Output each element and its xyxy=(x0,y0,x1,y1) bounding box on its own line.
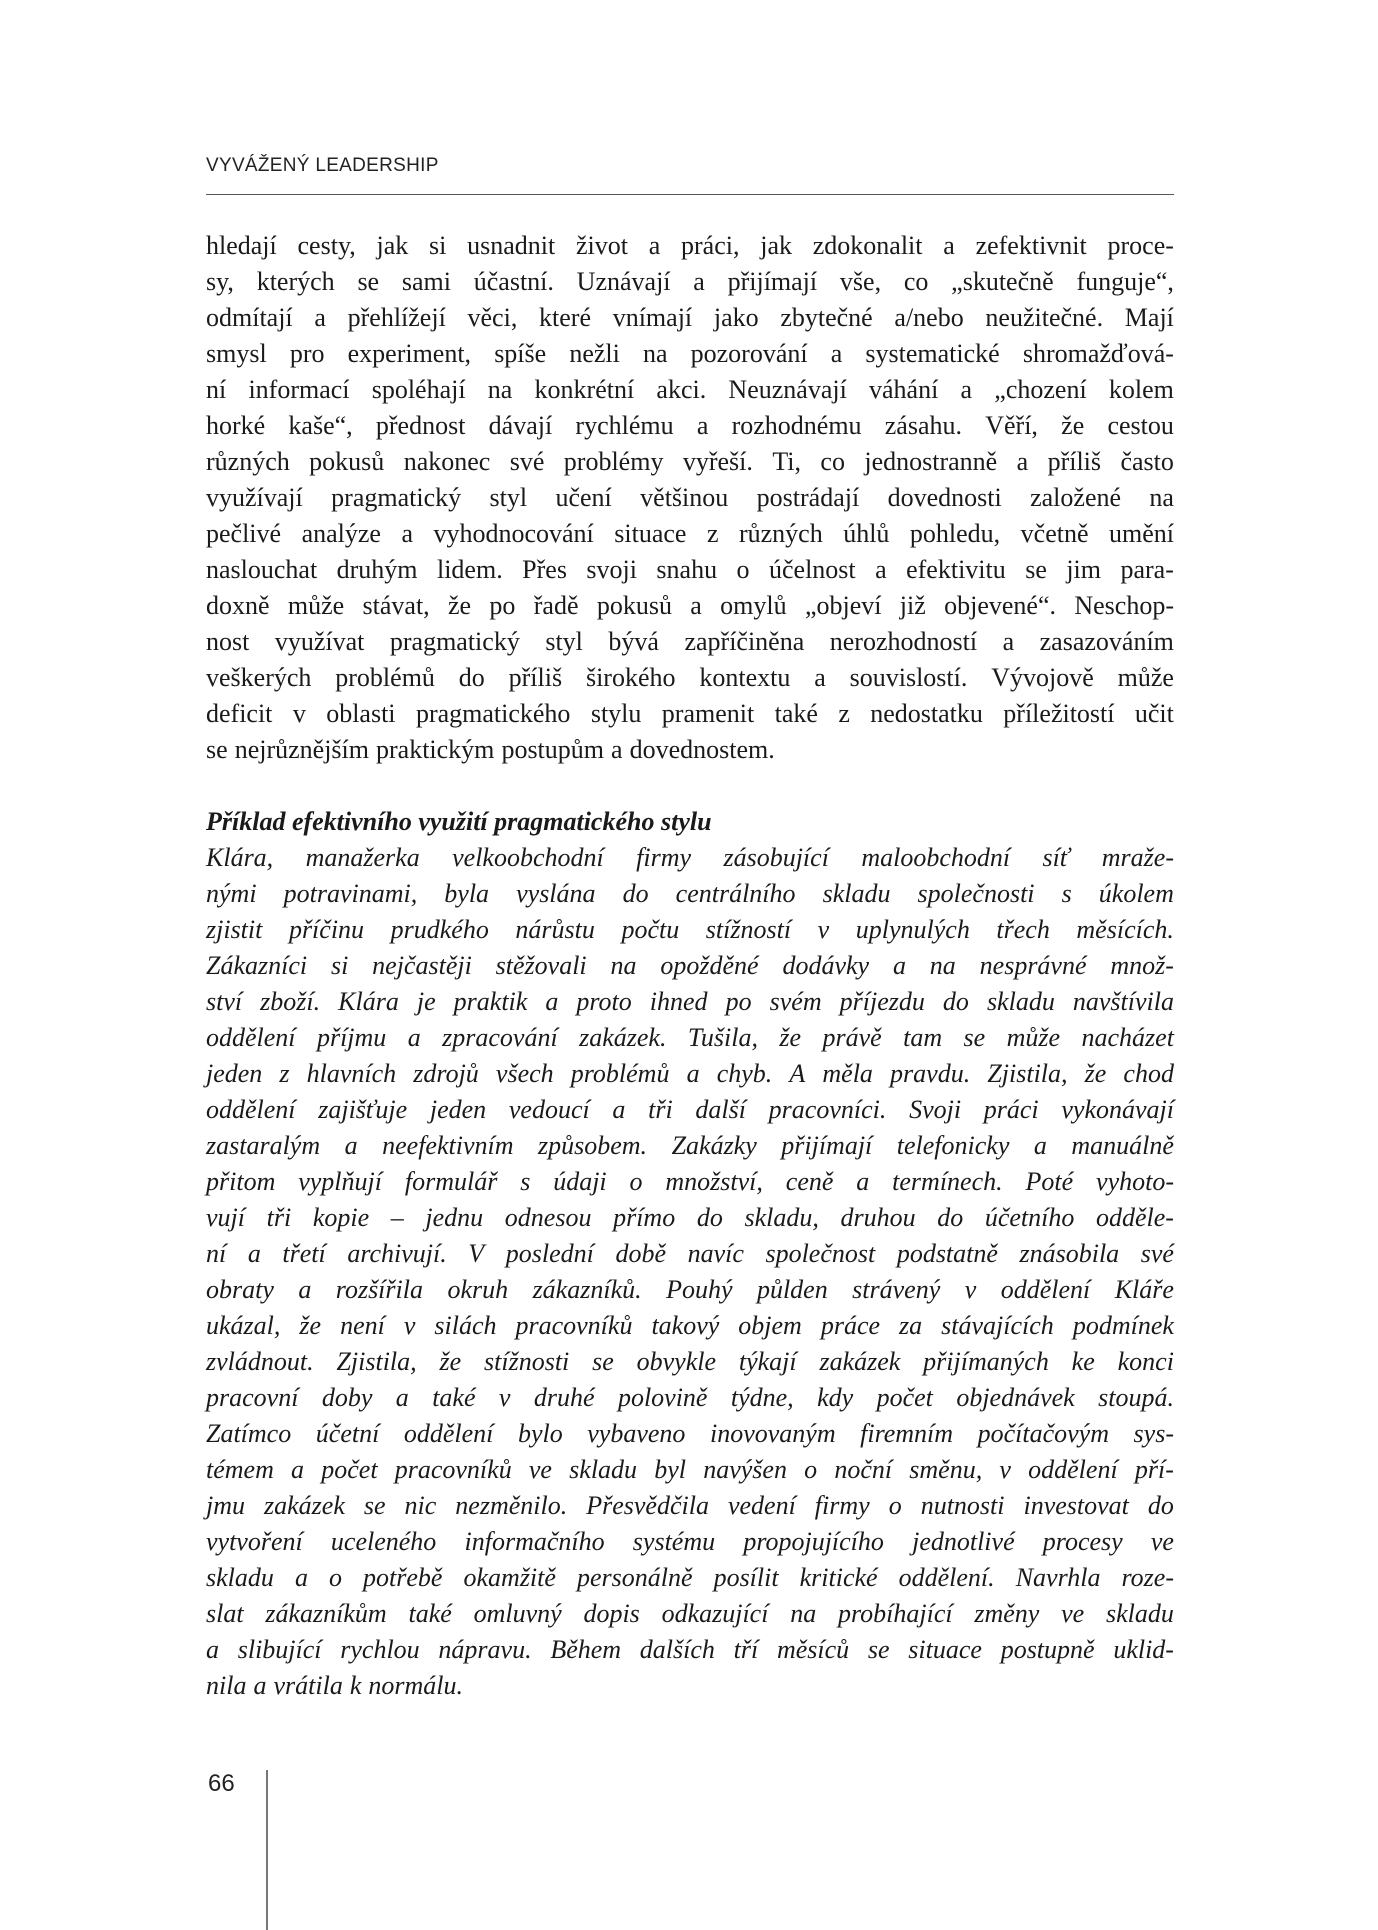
text-line: ní a třetí archivují. V poslední době navíc společnost podstatně znásobila své xyxy=(206,1239,1174,1268)
text-line: zjistit příčinu prudkého nárůstu počtu stížností v uplynulých třech měsících. xyxy=(206,915,1174,944)
example-paragraph xyxy=(206,840,1174,1704)
text-line: horké kaše“, přednost dávají rychlému a rozhodnému zásahu. Věří, že cestou xyxy=(206,411,1174,440)
text-line: jmu zakázek se nic nezměnilo. Přesvědčila vedení firmy o nutnosti investovat do xyxy=(206,1491,1174,1520)
text-line: a slibující rychlou nápravu. Během dalších tří měsíců se situace postupně uklid- xyxy=(206,1635,1174,1664)
text-line: doxně může stávat, že po řadě pokusů a omylů „objeví již objevené“. Neschop- xyxy=(206,591,1174,620)
text-line: smysl pro experiment, spíše nežli na pozorování a systematické shromažďová- xyxy=(206,339,1174,368)
text-line: zastaralým a neefektivním způsobem. Zakázky přijímají telefonicky a manuálně xyxy=(206,1131,1174,1160)
text-line: Klára, manažerka velkoobchodní firmy zásobující maloobchodní síť mraže- xyxy=(206,843,1174,872)
header-divider xyxy=(206,194,1174,195)
text-line: využívají pragmatický styl učení většinou postrádají dovednosti založené na xyxy=(206,483,1174,512)
text-line: zvládnout. Zjistila, že stížnosti se obvykle týkají zakázek přijímaných ke konci xyxy=(206,1347,1174,1376)
text-line: deficit v oblasti pragmatického stylu pramenit také z nedostatku příležitostí učit xyxy=(206,699,1174,728)
text-line: pečlivé analýze a vyhodnocování situace z různých úhlů pohledu, včetně umění xyxy=(206,519,1174,548)
text-line: přitom vyplňují formulář s údaji o množství, ceně a termínech. Poté vyhoto- xyxy=(206,1167,1174,1196)
text-line: hledají cesty, jak si usnadnit život a práci, jak zdokonalit a zefektivnit proce- xyxy=(206,231,1174,260)
text-line: skladu a o potřebě okamžitě personálně posílit kritické oddělení. Navrhla roze- xyxy=(206,1563,1174,1592)
text-line: Zákazníci si nejčastěji stěžovali na opožděné dodávky a na nesprávné množ- xyxy=(206,951,1174,980)
text-line: ství zboží. Klára je praktik a proto ihned po svém příjezdu do skladu navštívila xyxy=(206,987,1174,1016)
section-heading: Příklad efektivního využití pragmatického stylu xyxy=(206,807,712,836)
text-line: naslouchat druhým lidem. Přes svoji snahu o účelnost a efektivitu se jim para- xyxy=(206,555,1174,584)
text-line: nila a vrátila k normálu. xyxy=(206,1671,464,1700)
text-line: oddělení zajišťuje jeden vedoucí a tři další pracovníci. Svoji práci vykonávají xyxy=(206,1095,1174,1124)
text-line: Zatímco účetní oddělení bylo vybaveno inovovaným firemním počítačovým sys- xyxy=(206,1419,1174,1448)
text-line: pracovní doby a také v druhé polovině týdne, kdy počet objednávek stoupá. xyxy=(206,1383,1174,1412)
text-line: vytvoření uceleného informačního systému propojujícího jednotlivé procesy ve xyxy=(206,1527,1174,1556)
paragraph-pragmatic-style xyxy=(206,228,1174,768)
text-line: ukázal, že není v silách pracovníků takový objem práce za stávajících podmínek xyxy=(206,1311,1174,1340)
text-line: oddělení příjmu a zpracování zakázek. Tušila, že právě tam se může nacházet xyxy=(206,1023,1174,1052)
text-line: vují tři kopie – jednu odnesou přímo do skladu, druhou do účetního odděle- xyxy=(206,1203,1174,1232)
text-line: se nejrůznějším praktickým postupům a dovednostem. xyxy=(206,735,775,764)
text-line: různých pokusů nakonec své problémy vyřeší. Ti, co jednostranně a příliš často xyxy=(206,447,1174,476)
text-line: témem a počet pracovníků ve skladu byl navýšen o noční směnu, v oddělení pří- xyxy=(206,1455,1174,1484)
footer-divider xyxy=(266,1770,268,1930)
text-line: sy, kterých se sami účastní. Uznávají a přijímají vše, co „skutečně funguje“, xyxy=(206,267,1174,296)
main-text xyxy=(206,228,1174,1704)
text-line: veškerých problémů do příliš širokého kontextu a souvislostí. Vývojově může xyxy=(206,663,1174,692)
running-head-title: VYVÁŽENÝ LEADERSHIP xyxy=(206,155,439,176)
page-number: 66 xyxy=(208,1770,235,1797)
text-line: obraty a rozšířila okruh zákazníků. Pouhý půlden strávený v oddělení Kláře xyxy=(206,1275,1174,1304)
text-line: jeden z hlavních zdrojů všech problémů a chyb. A měla pravdu. Zjistila, že chod xyxy=(206,1059,1174,1088)
text-line: odmítají a přehlížejí věci, které vnímají jako zbytečné a/nebo neužitečné. Mají xyxy=(206,303,1174,332)
text-line: nými potravinami, byla vyslána do centrálního skladu společnosti s úkolem xyxy=(206,879,1174,908)
text-line: nost využívat pragmatický styl bývá zapříčiněna nerozhodností a zasazováním xyxy=(206,627,1174,656)
text-line: ní informací spoléhají na konkrétní akci. Neuznávají váhání a „chození kolem xyxy=(206,375,1174,404)
text-line: slat zákazníkům také omluvný dopis odkazující na probíhající změny ve skladu xyxy=(206,1599,1174,1628)
